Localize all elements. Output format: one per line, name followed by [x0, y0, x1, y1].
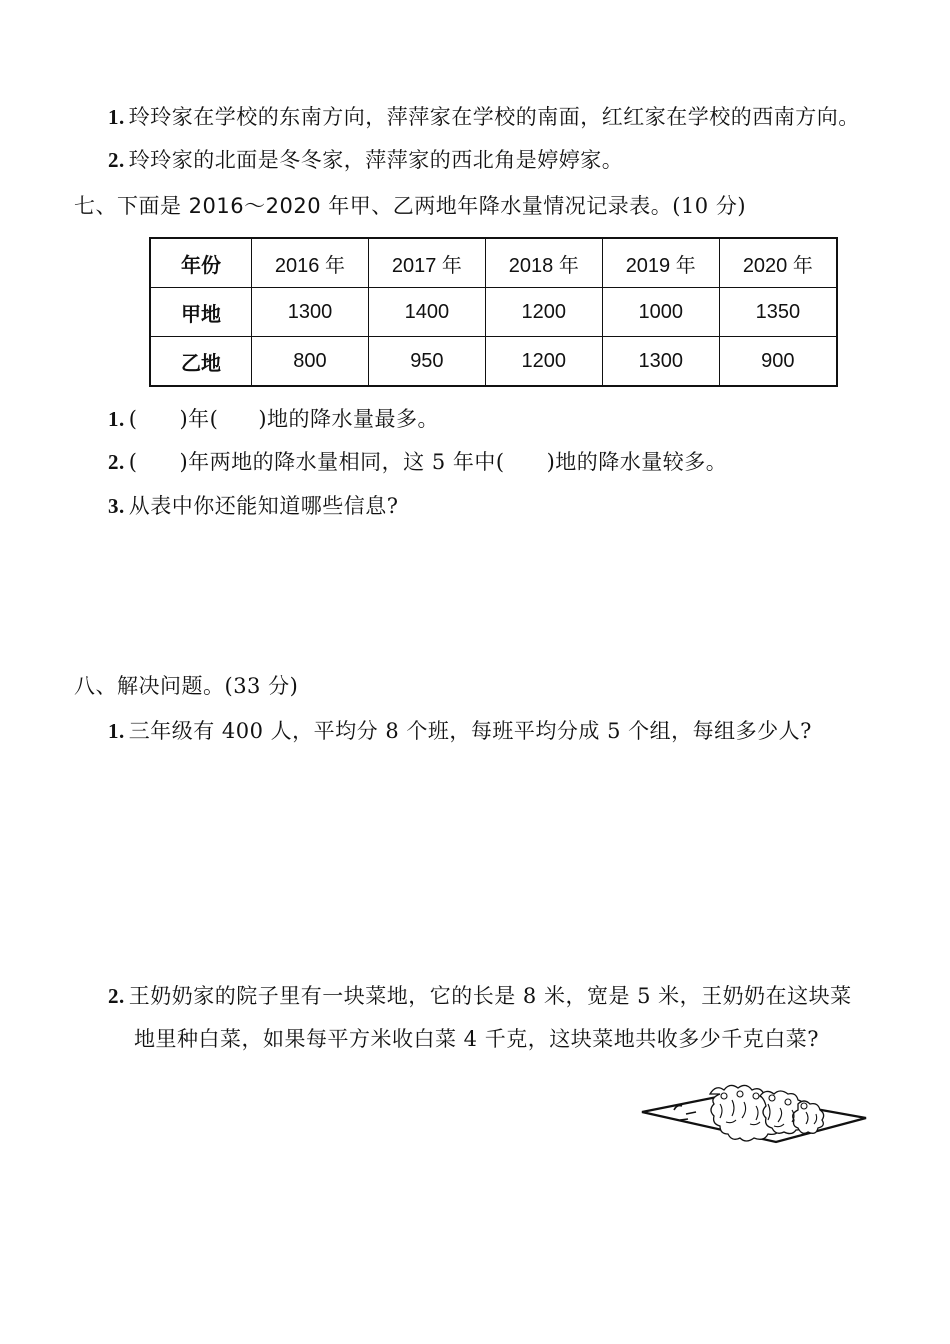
table-header-row — [150, 238, 837, 288]
question-number: 2. — [108, 984, 125, 1008]
table-row — [150, 337, 837, 387]
table-cell: 1350 — [719, 288, 837, 337]
table-cell: 1300 — [602, 337, 719, 387]
question-6-1 — [108, 103, 860, 131]
table-cell: 乙地 — [150, 337, 252, 387]
cabbage-field-illustration — [640, 1074, 868, 1146]
question-6-2 — [108, 146, 623, 174]
question-number: 1. — [108, 407, 125, 431]
question-number: 1. — [108, 719, 125, 743]
table-cell: 2019 年 — [602, 238, 719, 288]
section-title: 七、下面是 2016～2020 年甲、乙两地年降水量情况记录表。 — [74, 194, 673, 218]
question-number: 2. — [108, 148, 125, 172]
question-8-2 — [108, 982, 852, 1010]
question-text-line: 王奶奶家的院子里有一块菜地，它的长是 8 米，宽是 5 米，王奶奶在这块菜 — [128, 984, 852, 1008]
section-7-heading — [74, 192, 746, 220]
table-row — [150, 288, 837, 337]
question-text: 玲玲家在学校的东南方向，萍萍家在学校的南面，红红家在学校的西南方向。 — [128, 105, 860, 129]
table-cell: 2018 年 — [485, 238, 602, 288]
question-7-3 — [108, 492, 399, 520]
table-cell: 1400 — [368, 288, 485, 337]
question-text-part: )年两地的降水量相同，这 5 年中( — [179, 450, 505, 474]
question-text-part: )地的降水量较多。 — [546, 450, 728, 474]
table-cell: 1200 — [485, 337, 602, 387]
question-number: 3. — [108, 494, 125, 518]
section-score: (10 分) — [672, 194, 747, 218]
table-cell: 1300 — [252, 288, 369, 337]
question-text: 从表中你还能知道哪些信息? — [128, 494, 399, 518]
section-8-heading — [74, 672, 298, 700]
section-title: 八、解决问题。 — [74, 674, 225, 698]
table-cell: 950 — [368, 337, 485, 387]
question-7-2 — [108, 448, 727, 476]
question-number: 2. — [108, 450, 125, 474]
question-number: 1. — [108, 105, 125, 129]
question-8-1 — [108, 717, 812, 745]
table-cell: 年份 — [150, 238, 252, 288]
table-cell: 1200 — [485, 288, 602, 337]
question-8-2-continued — [134, 1025, 819, 1053]
table-cell: 2016 年 — [252, 238, 369, 288]
question-7-1 — [108, 405, 439, 433]
table-cell: 900 — [719, 337, 837, 387]
table-cell: 1000 — [602, 288, 719, 337]
question-text-line: 地里种白菜，如果每平方米收白菜 4 千克，这块菜地共收多少千克白菜? — [134, 1027, 819, 1051]
table-cell: 2020 年 — [719, 238, 837, 288]
question-text-part: )地的降水量最多。 — [258, 407, 440, 431]
table-cell: 2017 年 — [368, 238, 485, 288]
question-text-part: )年( — [179, 407, 219, 431]
table-cell: 800 — [252, 337, 369, 387]
section-score: (33 分) — [224, 674, 299, 698]
question-text: 三年级有 400 人，平均分 8 个班，每班平均分成 5 个组，每组多少人? — [128, 719, 812, 743]
rainfall-table — [149, 237, 838, 385]
question-text-part: ( — [128, 407, 138, 431]
question-text: 玲玲家的北面是冬冬家，萍萍家的西北角是婷婷家。 — [128, 148, 624, 172]
question-text-part: ( — [128, 450, 138, 474]
table-cell: 甲地 — [150, 288, 252, 337]
